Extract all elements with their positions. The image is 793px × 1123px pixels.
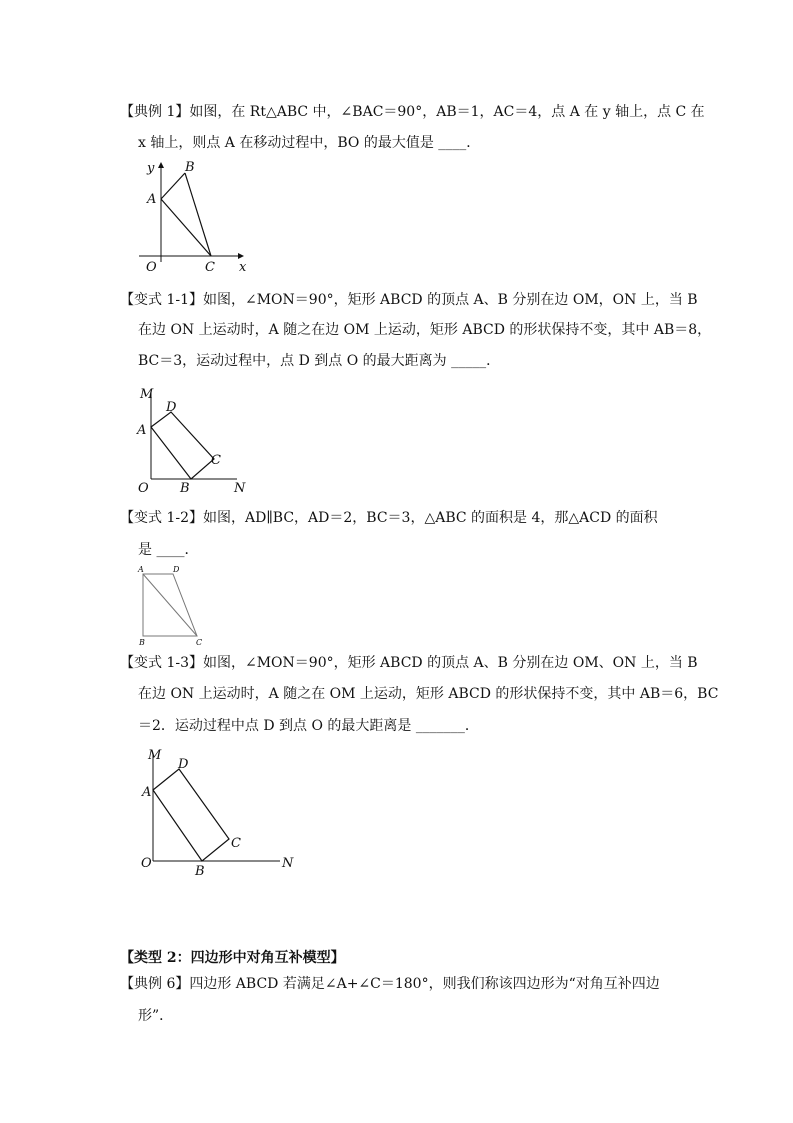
example-1-line-1: 【典例 1】如图，在 Rt△ABC 中，∠BAC＝90°，AB＝1，AC＝4，点 A 在 y 轴上，点 C 在: [120, 104, 705, 120]
variant-1-3-line-1: 【变式 1-3】如图，∠MON＝90°，矩形 ABCD 的顶点 A、B 分别在边 OM、ON 上，当 B: [120, 655, 698, 671]
label-c: C: [211, 453, 221, 468]
example-1-line-2: x 轴上，则点 A 在移动过程中，BO 的最大值是 ____．: [138, 135, 481, 151]
label-o: O: [146, 260, 157, 275]
label-b: B: [139, 638, 145, 647]
label-m: M: [148, 748, 162, 763]
variant-1-3-line-2: 在边 ON 上运动时，A 随之在 OM 上运动，矩形 ABCD 的形状保持不变，其中 AB＝6，BC: [138, 686, 719, 702]
label-m: M: [140, 387, 154, 402]
label-a: A: [147, 192, 157, 207]
label-a: A: [142, 785, 152, 800]
variant-1-3-line-3: ＝2．运动过程中点 D 到点 O 的最大距离是 _______．: [138, 718, 479, 734]
label-o: O: [138, 481, 149, 496]
label-n: N: [234, 481, 246, 496]
variant-1-1-line-2: 在边 ON 上运动时，A 随之在边 OM 上运动，矩形 ABCD 的形状保持不变，其中 AB＝8，: [138, 322, 712, 338]
label-b: B: [180, 481, 190, 496]
label-d: D: [178, 757, 189, 772]
diagonal-ac: [143, 574, 197, 636]
label-y: y: [147, 161, 155, 176]
variant-1-2-figure: [135, 562, 210, 647]
segment-ac: [161, 199, 211, 256]
rectangle-abcd: [153, 769, 229, 861]
label-d: D: [173, 565, 180, 574]
variant-1-1-line-3: BC＝3，运动过程中，点 D 到点 O 的最大距离为 _____．: [138, 353, 501, 369]
variant-1-2-line-2: 是 ____．: [138, 542, 199, 558]
label-a: A: [137, 423, 147, 438]
label-c: C: [196, 638, 203, 647]
segment-bc: [185, 173, 211, 256]
label-b: B: [185, 160, 195, 175]
label-x: x: [239, 260, 247, 275]
label-c: C: [205, 260, 215, 275]
label-a: A: [138, 565, 144, 574]
example-6-line-1: 【典例 6】四边形 ABCD 若满足∠A+∠C＝180°，则我们称该四边形为“对角互补四边: [120, 976, 660, 992]
label-d: D: [166, 400, 177, 415]
type-2-heading: 【类型 2：四边形中对角互补模型】: [120, 950, 345, 966]
example-1-figure: [135, 155, 255, 280]
label-n: N: [282, 856, 294, 871]
label-c: C: [231, 836, 241, 851]
rectangle-abcd: [151, 412, 214, 479]
example-6-line-2: 形”．: [138, 1008, 174, 1024]
variant-1-1-figure: [135, 382, 250, 494]
segment-ab: [161, 173, 185, 199]
variant-1-2-line-1: 【变式 1-2】如图，AD∥BC，AD＝2，BC＝3，△ABC 的面积是 4，那△ACD 的面积: [120, 510, 658, 526]
variant-1-1-line-1: 【变式 1-1】如图，∠MON＝90°，矩形 ABCD 的顶点 A、B 分别在边 OM，ON 上，当 B: [120, 292, 698, 308]
variant-1-3-figure: [135, 745, 305, 880]
label-o: O: [141, 856, 152, 871]
label-b: B: [195, 864, 205, 879]
